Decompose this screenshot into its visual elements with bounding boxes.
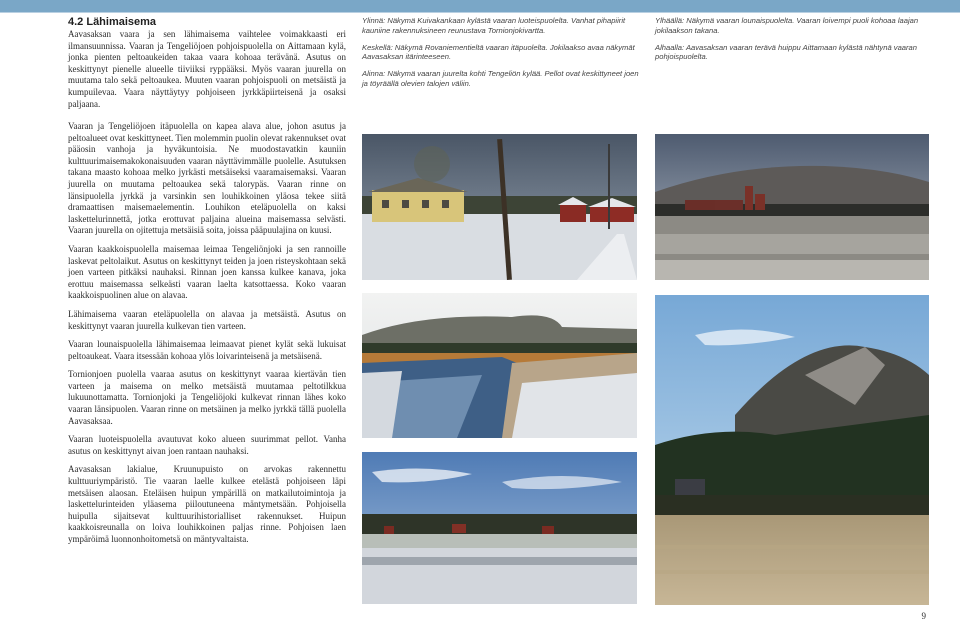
paragraph: Lähimaisema vaaran eteläpuolella on alavaa ja metsäistä. Asutus on keskittynyt vaaran juurella kulkevan tien varteen. [68, 308, 346, 331]
photo-tengelio-village [362, 452, 637, 604]
caption-bottom: Alinna: Näkymä vaaran juurelta kohti Tengeliön kylää. Pellot ovat keskittyneet joen ja töyräällä olevien talojen väliin. [362, 69, 639, 88]
body-text-column [68, 121, 346, 553]
intro-paragraph [68, 29, 346, 117]
caption-lower: Alhaalla: Aavasaksan vaaran terävä huippu Aittamaan kylästä nähtynä vaaran pohjoispuolelta. [655, 42, 918, 62]
paragraph: Vaaran luoteispuolella avautuvat koko alueen suurimmat pellot. Vanha asutus on keskittynyt aivan joen rantaan nauhaksi. [68, 434, 346, 456]
top-color-bar [0, 0, 960, 12]
top-rule [0, 12, 960, 13]
section-heading: 4.2 Lähimaisema [68, 16, 157, 28]
page-number: 9 [921, 611, 926, 621]
paragraph: Vaaran ja Tengeliöjoen itäpuolella on kapea alava alue, johon asutus ja peltoalueet ovat keskittyneet. Tien molemmin puolin olevat rakennukset ovat pääosin vanhoja ja hyväkuntoisia. Ne muodostavatkin kauniin kulttuurimaisemakokonaisuuden vaaran näyttävimmälle puolelle. Asutuksen takana maasto kohoaa melko jyrkästi metsäiseksi vaaramaisemaksi. Vaaran juurella on muutama peltoaukea sekä talorypäs. Vaaran rinne on länsipuolella jyrkkä ja varsinkin sen louhikkoinen yläosa tekee siitä dramaattisen maisemaelementin. Louhikon eteläpuolella on kaksi laskettelurinnettä, jotka erottuvat paljaina alueina maisemassa selvästi. Vaaran juurella on ojitettuja metsäisiä soita, joissa pääpuulajina on kuusi. [68, 121, 346, 236]
paragraph: Vaaran kaakkoispuolella maisemaa leimaa Tengeliönjoki ja sen rannoille laskevat peltolaikut. Asutus on keskittynyt teiden ja joen risteyskohtaan sekä joen varteen pitkäksi nauhaksi. Rinnan joen kanssa kulkee kanava, joka erottuu maisemassa selkeästi vaaran laelta katsottaessa. Koko vaaran kaakkoispuolinen alue on alavaa. [68, 243, 346, 301]
caption-upper: Ylhäällä: Näkymä vaaran lounaispuolelta. Vaaran loivempi puoli kohoaa laajan jokilaakson takana. [655, 16, 919, 35]
captions-middle [362, 16, 644, 96]
photo-aavasaksa-peak [655, 295, 929, 605]
photo-village-northwest [362, 134, 637, 280]
photo-southwest-field [655, 134, 929, 280]
caption-middle: Keskellä: Näkymä Rovaniementieltä vaaran itäpuolelta. Jokilaakso avaa näkymät Aavasaksan itärinteeseen. [362, 42, 635, 62]
caption-top: Ylinnä: Näkymä Kuivakankaan kylästä vaaran luoteispuolelta. Vanhat pihapiirit kauniine rakennuksineen reunustava Tornionjokivartta. [362, 16, 626, 35]
captions-right [655, 16, 937, 69]
paragraph: Tornionjoen puolella vaaraa asutus on keskittynyt vaaraa kiertävän tien varteen ja maisema on melko metsäistä muutamaa peltotilkkua lukuunottamatta. Tornionjoki ja Tengeliöjoki kulkevat rinnan lähes koko vaaran länsipuolen. Vaaran rinne on metsäinen ja melko jyrkkä tällä puolella Aavasaksaa. [68, 369, 346, 426]
photo-river-east [362, 293, 637, 438]
paragraph: Vaaran lounaispuolella lähimaisemaa leimaavat pienet kylät sekä lukuisat peltoaukeat. Vaara itsessään kohoaa ylös loivarinteisenä ja metsäisenä. [68, 339, 346, 361]
paragraph: Aavasaksan lakialue, Kruunupuisto on arvokas rakennettu kulttuuriympäristö. Tie vaaran laelle kulkee etelästä pohjoiseen läpi metsäisen alaosan. Eteläisen huipun ympärillä on matkailutoimintoja ja laskettelurinteiden yläasema piiloutuneena mäntymetsään. Pohjoisella huipulla sijaitsevat kulttuurihistorialliset rakennukset. Huipun kaakkoisreunalla on loiva louhikkoinen paljas rinne. Pohjoisen laen ympäröimä luonnonhoitometsä on mäntyvaltaista. [68, 464, 346, 544]
intro-text: Aavasaksan vaara ja sen lähimaisema vaihtelee voimakkaasti eri ilmansuunnissa. Vaaran ja Tengeliöjoen pohjoispuolella on Aittamaan kylä, jonka pienten peltoaukeiden takaa vaara kohoaa terävänä. Asutus on keskittynyt pienelle alueelle tiiviiksi ryppääksi. Myös vaaran juurella on muutama talo sekä peltoaukea. Muuten vaaran pohjoispuoli on metsäistä ja kumpuilevaa. Vaara näyttäytyy pohjoiseen jyrkkäpiirteisenä ja osaksi paljaana. [68, 29, 346, 109]
